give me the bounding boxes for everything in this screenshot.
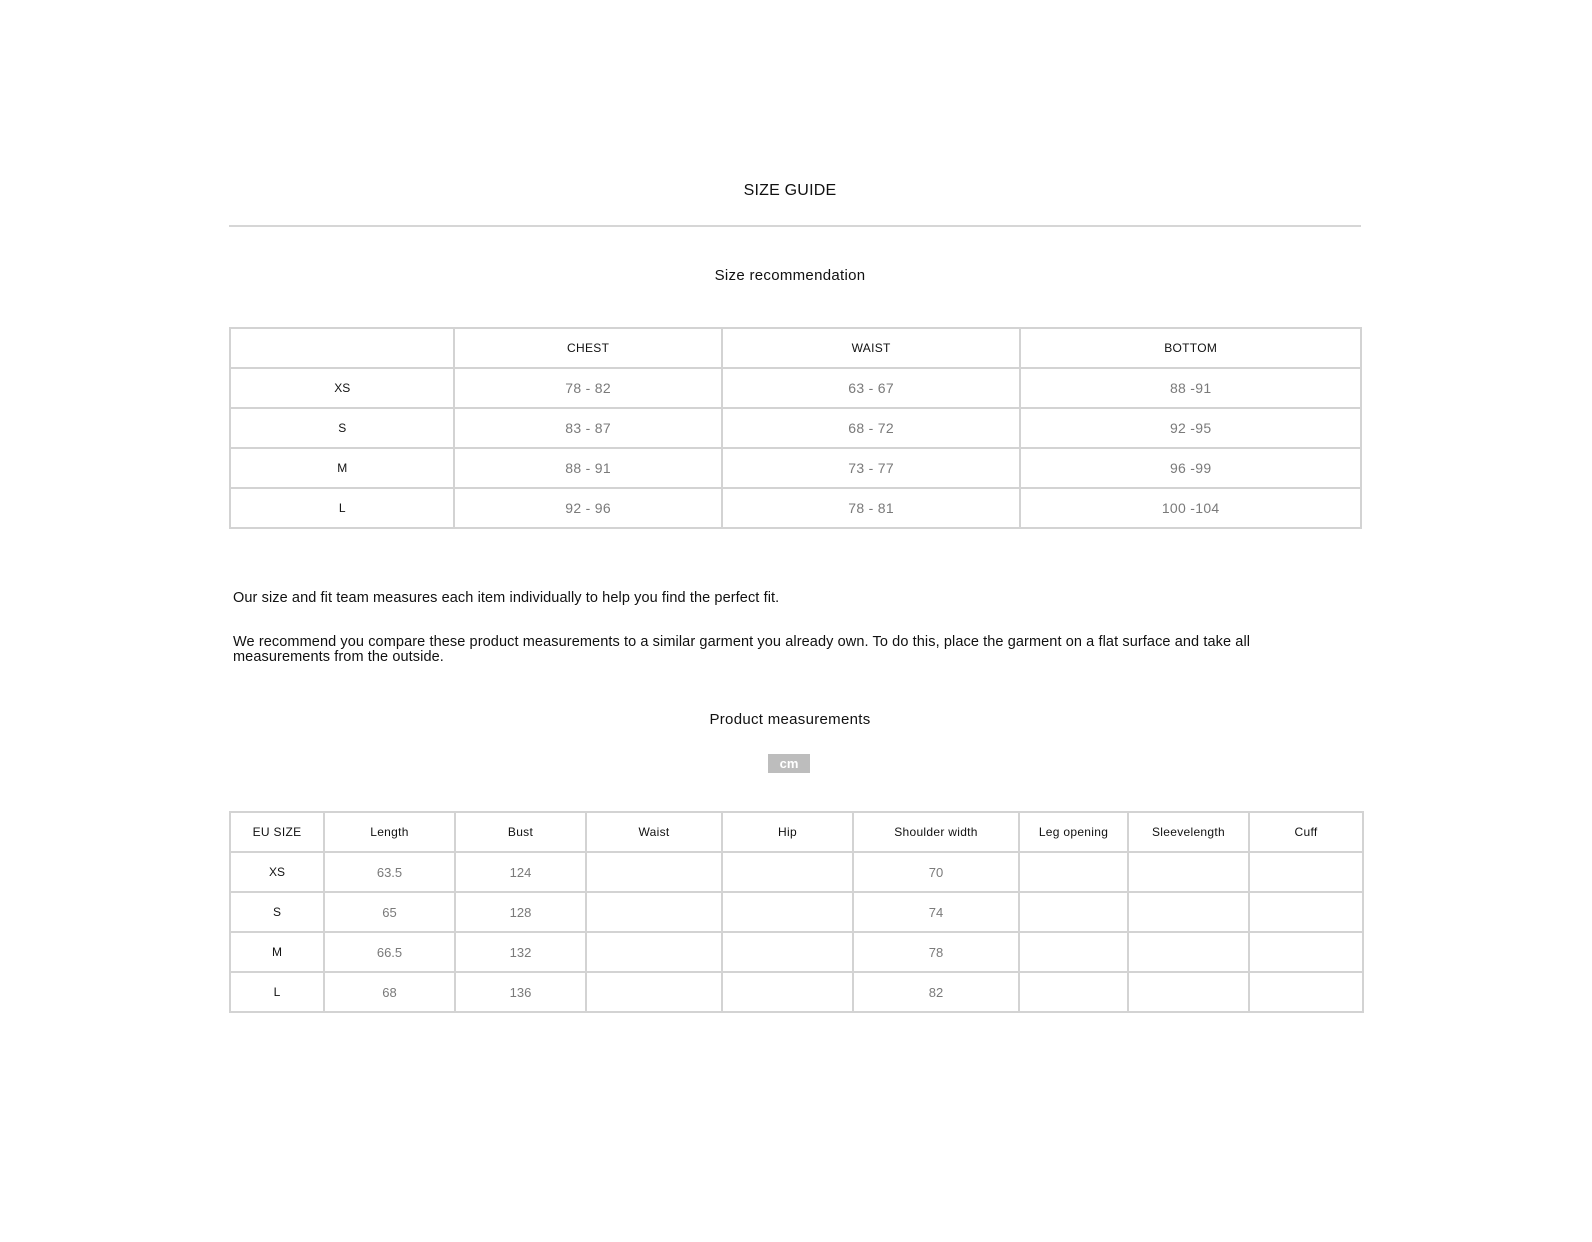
header-cell-chest: CHEST [454,328,721,368]
bust-value: 124 [455,852,586,892]
header-cell-waist: WAIST [722,328,1021,368]
table-row [230,488,1361,528]
size-recommendation-heading: Size recommendation [714,267,866,284]
sleevelength-value [1128,892,1249,932]
size-label: S [230,892,324,932]
shoulder-value: 78 [853,932,1019,972]
table-row [230,932,1363,972]
table-row [230,368,1361,408]
chest-value: 88 - 91 [454,448,721,488]
waist-value [586,892,722,932]
page-title: SIZE GUIDE [743,182,837,199]
chest-value: 92 - 96 [454,488,721,528]
size-label: M [230,448,454,488]
header-cell-shoulder-width: Shoulder width [853,812,1019,852]
header-cell-empty [230,328,454,368]
waist-value [586,932,722,972]
sleevelength-value [1128,852,1249,892]
fit-team-note: Our size and fit team measures each item individually to help you find the perfect fit. [233,590,780,606]
size-label: L [230,488,454,528]
waist-value: 63 - 67 [722,368,1021,408]
compare-note: We recommend you compare these product measurements to a similar garment you already own. To do this, place the garment on a flat surface and take all measurements from the outside. [233,634,1251,665]
table-header-row [230,812,1363,852]
cuff-value [1249,972,1363,1012]
hip-value [722,852,853,892]
bust-value: 132 [455,932,586,972]
bottom-value: 96 -99 [1020,448,1361,488]
header-cell-bust: Bust [455,812,586,852]
shoulder-value: 82 [853,972,1019,1012]
unit-badge: cm [768,754,810,773]
table-row [230,852,1363,892]
bust-value: 136 [455,972,586,1012]
header-cell-waist: Waist [586,812,722,852]
waist-value: 73 - 77 [722,448,1021,488]
size-label: S [230,408,454,448]
table-row [230,408,1361,448]
product-measurements-table [229,811,1364,1013]
chest-value: 83 - 87 [454,408,721,448]
header-cell-bottom: BOTTOM [1020,328,1361,368]
bottom-value: 92 -95 [1020,408,1361,448]
bottom-value: 100 -104 [1020,488,1361,528]
waist-value: 78 - 81 [722,488,1021,528]
product-measurements-heading: Product measurements [709,711,871,728]
header-cell-eu-size: EU SIZE [230,812,324,852]
sleevelength-value [1128,972,1249,1012]
header-cell-length: Length [324,812,455,852]
leg-opening-value [1019,852,1128,892]
header-cell-cuff: Cuff [1249,812,1363,852]
table-row [230,892,1363,932]
bottom-value: 88 -91 [1020,368,1361,408]
hip-value [722,892,853,932]
shoulder-value: 74 [853,892,1019,932]
length-value: 66.5 [324,932,455,972]
table-row [230,972,1363,1012]
length-value: 63.5 [324,852,455,892]
length-value: 65 [324,892,455,932]
chest-value: 78 - 82 [454,368,721,408]
hip-value [722,972,853,1012]
title-divider [229,225,1361,227]
table-header-row [230,328,1361,368]
bust-value: 128 [455,892,586,932]
header-cell-sleevelength: Sleevelength [1128,812,1249,852]
waist-value: 68 - 72 [722,408,1021,448]
header-cell-hip: Hip [722,812,853,852]
shoulder-value: 70 [853,852,1019,892]
length-value: 68 [324,972,455,1012]
hip-value [722,932,853,972]
size-label: XS [230,368,454,408]
size-label: XS [230,852,324,892]
waist-value [586,852,722,892]
leg-opening-value [1019,972,1128,1012]
header-cell-leg-opening: Leg opening [1019,812,1128,852]
table-row [230,448,1361,488]
leg-opening-value [1019,892,1128,932]
cuff-value [1249,932,1363,972]
sleevelength-value [1128,932,1249,972]
leg-opening-value [1019,932,1128,972]
cuff-value [1249,852,1363,892]
size-label: M [230,932,324,972]
size-recommendation-table [229,327,1362,529]
waist-value [586,972,722,1012]
size-label: L [230,972,324,1012]
cuff-value [1249,892,1363,932]
